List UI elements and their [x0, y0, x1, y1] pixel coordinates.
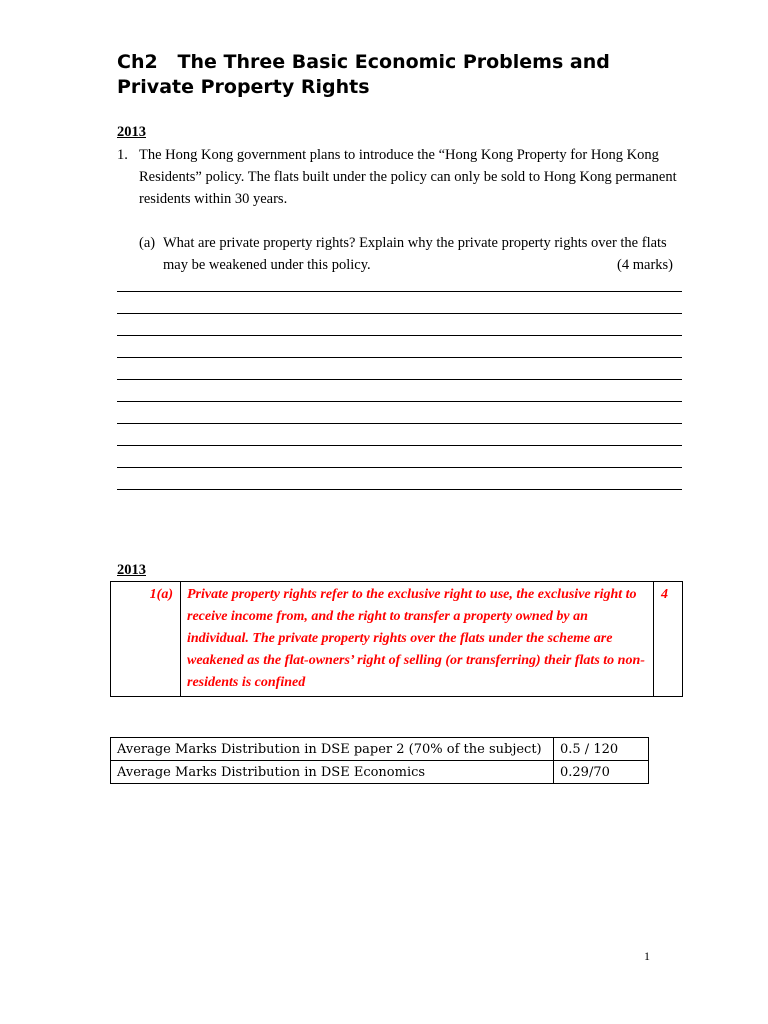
distribution-label: Average Marks Distribution in DSE paper 2 (70% of the subject): [111, 738, 554, 761]
answer-line: [117, 401, 682, 423]
table-row: [111, 582, 683, 697]
answer-text: Private property rights refer to the exclusive right to use, the exclusive right to receive income from, and the right to transfer a property owned by an individual. The private property rights over the flats under the scheme are weakened as the flat-owners’ right of selling (or transferring) their flats to non-residents is confined: [181, 582, 654, 697]
answer-line: [117, 357, 682, 379]
question-number: 1.: [117, 147, 128, 163]
distribution-value: 0.29/70: [554, 761, 649, 784]
sub-question-number: (a): [139, 235, 156, 251]
answer-line: [117, 291, 682, 313]
answer-lines: [117, 291, 682, 511]
question-text: The Hong Kong government plans to introduce the “Hong Kong Property for Hong Kong Residents” policy. The flats built under the policy can only be sold to Hong Kong permanent residents within 30 years.: [139, 147, 677, 207]
answer-number: 1(a): [111, 582, 181, 697]
page-title-line-2: Private Property Rights: [117, 76, 370, 98]
answer-line: [117, 445, 682, 467]
table-row: [111, 761, 649, 784]
answer-year-heading: 2013: [117, 562, 146, 578]
question-year-heading: 2013: [117, 124, 146, 140]
page-title-line-1: Ch2 The Three Basic Economic Problems and: [117, 51, 610, 73]
answer-line: [117, 489, 682, 511]
page-number: 1: [644, 949, 650, 963]
distribution-value: 0.5 / 120: [554, 738, 649, 761]
answer-line: [117, 335, 682, 357]
answer-marks: 4: [654, 582, 683, 697]
answer-line: [117, 313, 682, 335]
sub-question-marks: (4 marks): [617, 257, 673, 273]
sub-question-text: What are private property rights? Explain why the private property rights over the flats may be weakened under this policy.: [163, 235, 667, 273]
page-title: [117, 50, 717, 100]
distribution-label: Average Marks Distribution in DSE Economics: [111, 761, 554, 784]
answer-line: [117, 423, 682, 445]
answer-line: [117, 379, 682, 401]
marks-distribution-table: [110, 737, 649, 784]
table-row: [111, 738, 649, 761]
marking-scheme-table: [110, 581, 683, 697]
answer-line: [117, 467, 682, 489]
